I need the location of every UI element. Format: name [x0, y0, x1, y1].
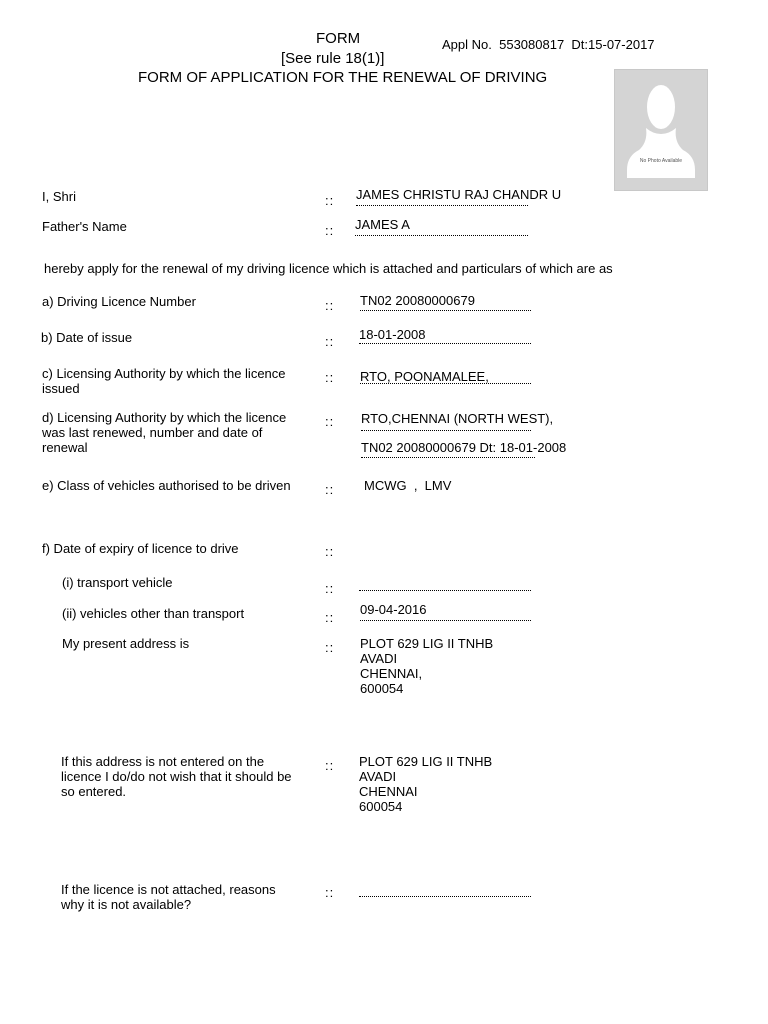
address-line: AVADI	[360, 651, 398, 666]
expiry-label: f) Date of expiry of licence to drive	[42, 541, 239, 556]
separator: ::	[325, 885, 335, 900]
appl-date: Dt:15-07-2017	[571, 37, 655, 52]
not-entered-address-block	[359, 754, 492, 814]
separator: ::	[325, 298, 335, 313]
date-issue-value: 18-01-2008	[359, 327, 426, 342]
father-dotted-line	[355, 235, 528, 236]
separator: ::	[325, 544, 335, 559]
address-line: 600054	[360, 681, 404, 696]
separator: ::	[325, 640, 335, 655]
separator: ::	[325, 482, 335, 497]
not-entered-label: If this address is not entered on the licence I do/do not wish that it should be so entered.	[61, 754, 292, 799]
user-silhouette-icon	[615, 70, 707, 190]
present-address-label: My present address is	[62, 636, 190, 651]
separator: ::	[325, 414, 335, 429]
separator: ::	[325, 758, 335, 773]
present-address-block	[360, 636, 493, 696]
dl-number-label: a) Driving Licence Number	[42, 294, 196, 309]
address-line: CHENNAI	[359, 784, 418, 799]
authority-renewed-dotted-line	[361, 430, 531, 431]
separator: ::	[325, 223, 335, 238]
address-line: PLOT 629 LIG II TNHB	[359, 754, 493, 769]
renewal-number-dotted-line	[361, 457, 535, 458]
separator: ::	[325, 193, 335, 208]
intro-text: hereby apply for the renewal of my driving licence which is attached and particulars of which are as	[44, 261, 613, 276]
transport-label: (i) transport vehicle	[62, 575, 173, 590]
non-transport-value: 09-04-2016	[360, 602, 427, 617]
father-name-value: JAMES A	[355, 217, 410, 232]
separator: ::	[325, 334, 335, 349]
date-issue-dotted-line	[359, 343, 531, 344]
name-dotted-line	[356, 205, 528, 206]
address-line: AVADI	[359, 769, 397, 784]
transport-dotted-line	[359, 590, 531, 591]
name-label: I, Shri	[42, 189, 76, 204]
separator: ::	[325, 370, 335, 385]
name-value: JAMES CHRISTU RAJ CHANDR U	[356, 187, 562, 202]
dl-number-value: TN02 20080000679	[360, 293, 475, 308]
separator: ::	[325, 581, 335, 596]
father-name-label: Father's Name	[42, 219, 127, 234]
vehicle-class-value: MCWG , LMV	[364, 478, 452, 493]
form-title: FORM OF APPLICATION FOR THE RENEWAL OF DRIVING	[138, 69, 548, 86]
authority-renewed-label: d) Licensing Authority by which the licence was last renewed, number and date of renewal	[42, 410, 287, 455]
address-line: PLOT 629 LIG II TNHB	[360, 636, 494, 651]
appl-no-label: Appl No.	[442, 37, 492, 52]
dl-number-dotted-line	[360, 310, 531, 311]
not-attached-dotted-line	[359, 896, 531, 897]
address-line: CHENNAI,	[360, 666, 423, 681]
application-number	[442, 37, 655, 52]
date-issue-label: b) Date of issue	[41, 330, 133, 345]
renewal-number-value: TN02 20080000679 Dt: 18-01-2008	[361, 440, 567, 455]
applicant-photo	[614, 69, 708, 191]
non-transport-label: (ii) vehicles other than transport	[62, 606, 245, 621]
non-transport-dotted-line	[360, 620, 531, 621]
appl-no-value: 553080817	[499, 37, 565, 52]
authority-issued-value: RTO, POONAMALEE,	[360, 369, 489, 384]
separator: ::	[325, 610, 335, 625]
address-line: 600054	[359, 799, 403, 814]
rule-reference: [See rule 18(1)]	[281, 50, 385, 67]
form-heading: FORM	[316, 30, 361, 47]
vehicle-class-label: e) Class of vehicles authorised to be driven	[42, 478, 291, 493]
photo-caption: No Photo Available	[639, 158, 683, 164]
authority-issued-dotted-line	[360, 383, 531, 384]
authority-renewed-value: RTO,CHENNAI (NORTH WEST),	[361, 411, 554, 426]
authority-issued-label: c) Licensing Authority by which the licence issued	[42, 366, 286, 396]
not-attached-label: If the licence is not attached, reasons why it is not available?	[61, 882, 276, 912]
